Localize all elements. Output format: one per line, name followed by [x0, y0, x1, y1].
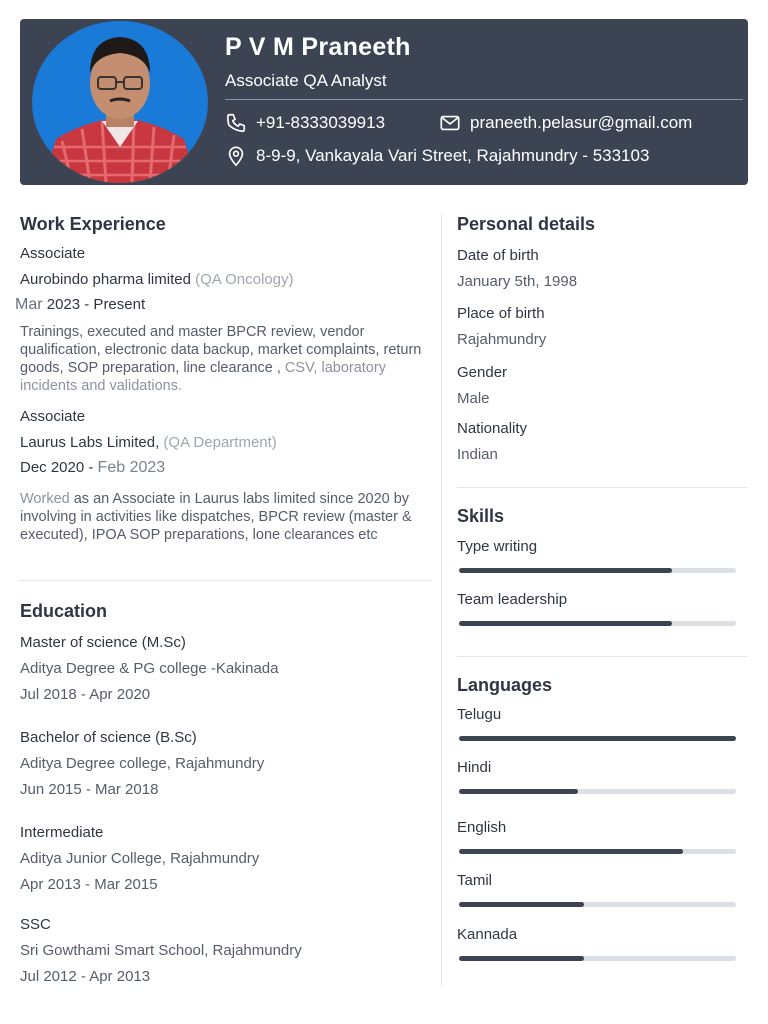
language-name: Tamil [457, 872, 493, 889]
language-name: English [457, 819, 507, 836]
personal-field-label: Gender [457, 364, 508, 381]
job-dates-line [20, 459, 165, 477]
education-dates: Jul 2012 - Apr 2013 [20, 968, 151, 985]
work-experience-title: Work Experience [20, 214, 166, 234]
education-degree: Intermediate [20, 824, 104, 841]
job-position: Associate [20, 245, 86, 262]
address-text: 8-9-9, Vankayala Vari Street, Rajahmundry - 533103 [256, 146, 650, 165]
job-company: Aurobindo pharma limited [20, 271, 191, 288]
language-level-bar [459, 789, 736, 794]
language-level-fill [459, 902, 584, 907]
job-company: Laurus Labs Limited, [20, 434, 160, 451]
job-description-main: as an Associate in Laurus labs limited since 2020 by involving in activities like dispatches, BPCR review (master & executed), IPOA SOP preparations, lone clearances etc [20, 491, 412, 543]
resume-header [20, 19, 748, 185]
personal-field-label: Nationality [457, 420, 528, 437]
job-department: (QA Department) [163, 434, 277, 451]
languages-title: Languages [457, 675, 553, 695]
email-address: praneeth.pelasur@gmail.com [470, 113, 693, 132]
education-degree: Bachelor of science (B.Sc) [20, 729, 197, 746]
job-description [20, 490, 435, 544]
skill-level-fill [459, 621, 672, 626]
skill-name: Team leadership [457, 591, 568, 608]
job-position: Associate [20, 408, 86, 425]
education-dates: Jul 2018 - Apr 2020 [20, 686, 151, 703]
skill-level-bar [459, 621, 736, 626]
personal-field-label: Place of birth [457, 305, 545, 322]
personal-field-value: January 5th, 1998 [457, 273, 578, 290]
skill-level-fill [459, 568, 672, 573]
mail-icon [439, 112, 461, 134]
location-pin-icon [225, 145, 247, 167]
language-level-bar [459, 902, 736, 907]
job-company-line [20, 434, 277, 451]
personal-field-value: Rajahmundry [457, 331, 547, 348]
candidate-role: Associate QA Analyst [225, 71, 387, 90]
phone-icon [225, 112, 247, 134]
address-contact [225, 145, 649, 167]
personal-field-value: Indian [457, 446, 498, 463]
job-start-month: Mar [15, 296, 43, 313]
job-description [20, 323, 435, 395]
education-degree: Master of science (M.Sc) [20, 634, 186, 651]
skills-title: Skills [457, 506, 505, 526]
section-divider [457, 487, 747, 488]
personal-field-label: Date of birth [457, 247, 539, 264]
language-name: Telugu [457, 706, 502, 723]
education-dates: Jun 2015 - Mar 2018 [20, 781, 159, 798]
education-dates: Apr 2013 - Mar 2015 [20, 876, 158, 893]
job-department: (QA Oncology) [195, 271, 294, 288]
language-level-fill [459, 956, 584, 961]
skill-name: Type writing [457, 538, 538, 555]
column-divider [441, 213, 442, 987]
profile-photo [32, 21, 208, 183]
profile-photo-illustration [32, 21, 208, 183]
job-company-line [20, 271, 293, 288]
language-level-bar [459, 956, 736, 961]
education-title: Education [20, 601, 108, 621]
education-school: Sri Gowthami Smart School, Rajahmundry [20, 942, 302, 959]
job-description-main: Trainings, executed and master BPCR review, vendor qualification, electronic data backup, market complaints, return goods, SOP preparation, line clearance , [20, 324, 422, 376]
job-description-lead: Worked [20, 491, 70, 507]
language-level-fill [459, 789, 578, 794]
education-school: Aditya Degree college, Rajahmundry [20, 755, 265, 772]
education-school: Aditya Junior College, Rajahmundry [20, 850, 260, 867]
header-divider [225, 99, 743, 100]
section-divider [20, 580, 432, 581]
language-level-bar [459, 849, 736, 854]
email-contact[interactable] [439, 112, 692, 134]
language-level-bar [459, 736, 736, 741]
job-start-date: Dec 2020 - [20, 459, 94, 476]
section-divider [457, 656, 747, 657]
language-level-fill [459, 849, 683, 854]
language-level-fill [459, 736, 736, 741]
phone-contact[interactable] [225, 112, 385, 134]
language-name: Hindi [457, 759, 492, 776]
education-school: Aditya Degree & PG college -Kakinada [20, 660, 279, 677]
personal-details-title: Personal details [457, 214, 596, 234]
candidate-name: P V M Praneeth [225, 33, 411, 61]
personal-field-value: Male [457, 390, 490, 407]
job-dates: 2023 - Present [46, 296, 146, 313]
education-degree: SSC [20, 916, 51, 933]
phone-number: +91-8333039913 [256, 113, 386, 132]
job-dates-line [15, 296, 145, 314]
skill-level-bar [459, 568, 736, 573]
job-end-date: Feb 2023 [97, 459, 166, 476]
job-description-extra: CSV, laboratory incidents and validations. [20, 360, 386, 394]
language-name: Kannada [457, 926, 518, 943]
